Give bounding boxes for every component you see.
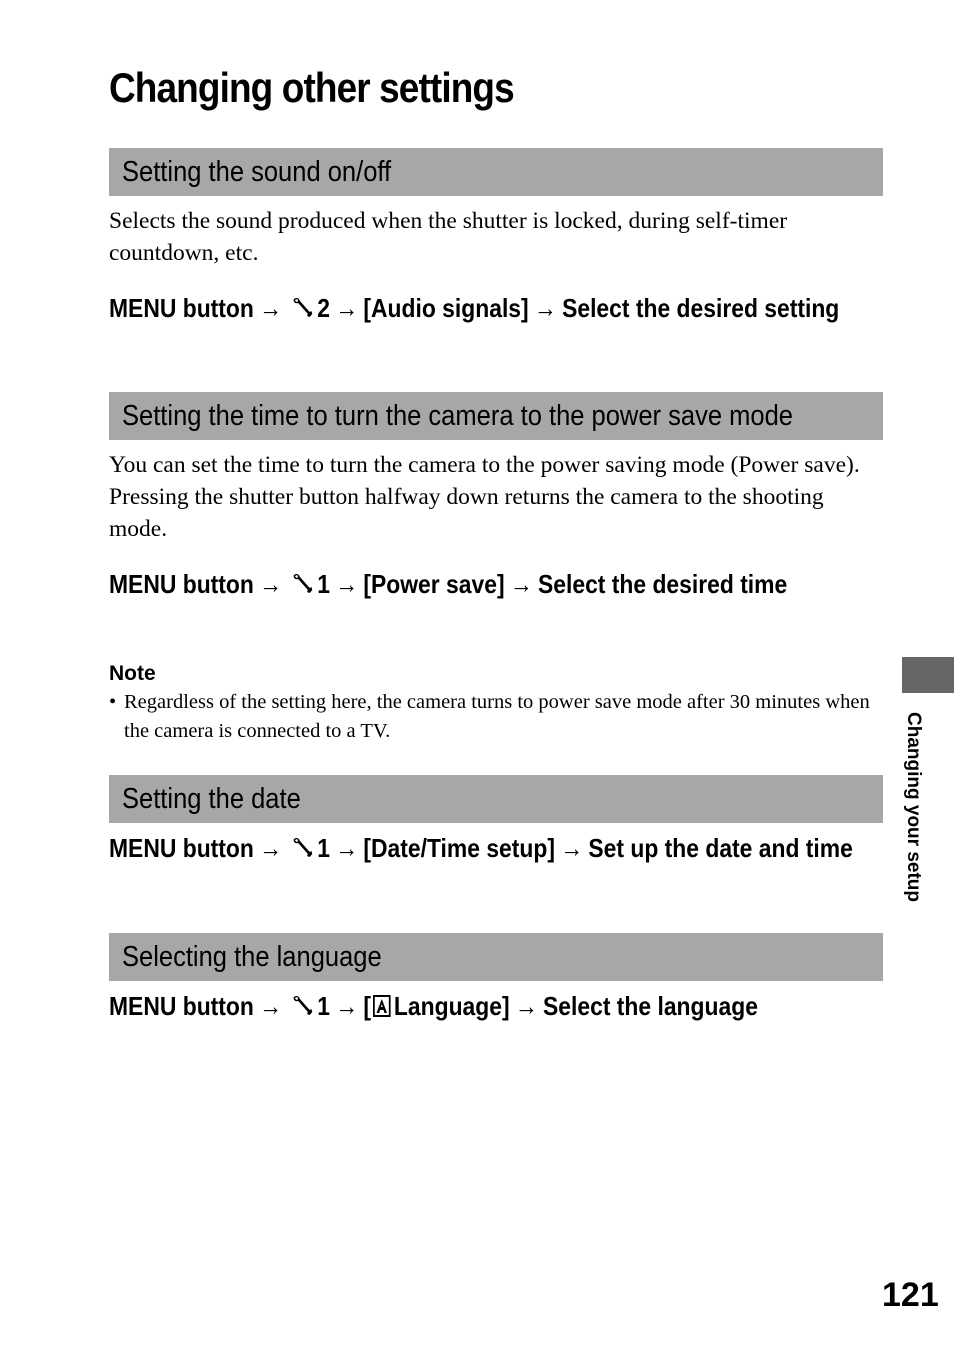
page-number: 121 — [882, 1276, 939, 1314]
procedure-language — [109, 988, 889, 1027]
language-icon — [372, 991, 391, 1027]
arrow-icon: → — [533, 293, 557, 323]
arrow-icon: → — [514, 991, 538, 1021]
bullet: • — [109, 691, 117, 713]
procedure-start: MENU button — [109, 293, 254, 323]
procedure-item: [Power save] — [363, 569, 505, 599]
section-heading-language: Selecting the language — [109, 933, 883, 981]
section-body-sound: Selects the sound produced when the shutter is locked, during self-timer countdown, etc. — [109, 208, 788, 266]
procedure-action: Select the desired setting — [562, 293, 840, 323]
arrow-icon: → — [509, 569, 533, 599]
arrow-icon: → — [259, 991, 283, 1021]
section-body-power-save: You can set the time to turn the camera to the power saving mode (Power save). Pressing the shutter button halfway down returns the camera to the shooting mode. — [109, 452, 860, 542]
procedure-start: MENU button — [109, 833, 254, 863]
section-heading-power-save: Setting the time to turn the camera to the power save mode — [109, 392, 883, 440]
wrench-icon — [291, 833, 314, 869]
procedure-item-open: [ — [363, 991, 372, 1021]
side-chapter-label: Changing your setup — [903, 712, 924, 902]
procedure-action: Set up the date and time — [588, 833, 853, 863]
procedure-action: Select the desired time — [538, 569, 788, 599]
arrow-icon: → — [259, 293, 283, 323]
procedure-sound — [109, 290, 889, 329]
arrow-icon: → — [335, 293, 359, 323]
arrow-icon: → — [259, 569, 283, 599]
procedure-item: [Date/Time setup] — [363, 833, 555, 863]
arrow-icon: → — [335, 833, 359, 863]
procedure-tab: 1 — [317, 569, 330, 599]
wrench-icon — [291, 293, 314, 329]
wrench-icon — [291, 569, 314, 605]
page-title: Changing other settings — [109, 64, 514, 111]
procedure-item: [Audio signals] — [363, 293, 529, 323]
procedure-tab: 1 — [317, 991, 330, 1021]
arrow-icon: → — [259, 833, 283, 863]
procedure-start: MENU button — [109, 991, 254, 1021]
procedure-tab: 1 — [317, 833, 330, 863]
procedure-date — [109, 830, 889, 869]
section-heading-sound: Setting the sound on/off — [109, 148, 883, 196]
procedure-action: Select the language — [543, 991, 758, 1021]
note-label: Note — [109, 662, 156, 685]
arrow-icon: → — [335, 569, 359, 599]
procedure-power-save — [109, 566, 889, 605]
side-tab-marker — [902, 657, 954, 693]
procedure-tab: 2 — [317, 293, 330, 323]
procedure-item-text: Language] — [393, 991, 510, 1021]
arrow-icon: → — [335, 991, 359, 1021]
note-text: • Regardless of the setting here, the camera turns to power save mode after 30 minutes when the camera is connected to a TV. — [109, 688, 884, 746]
procedure-start: MENU button — [109, 569, 254, 599]
arrow-icon: → — [560, 833, 584, 863]
section-heading-date: Setting the date — [109, 775, 883, 823]
wrench-icon — [291, 991, 314, 1027]
